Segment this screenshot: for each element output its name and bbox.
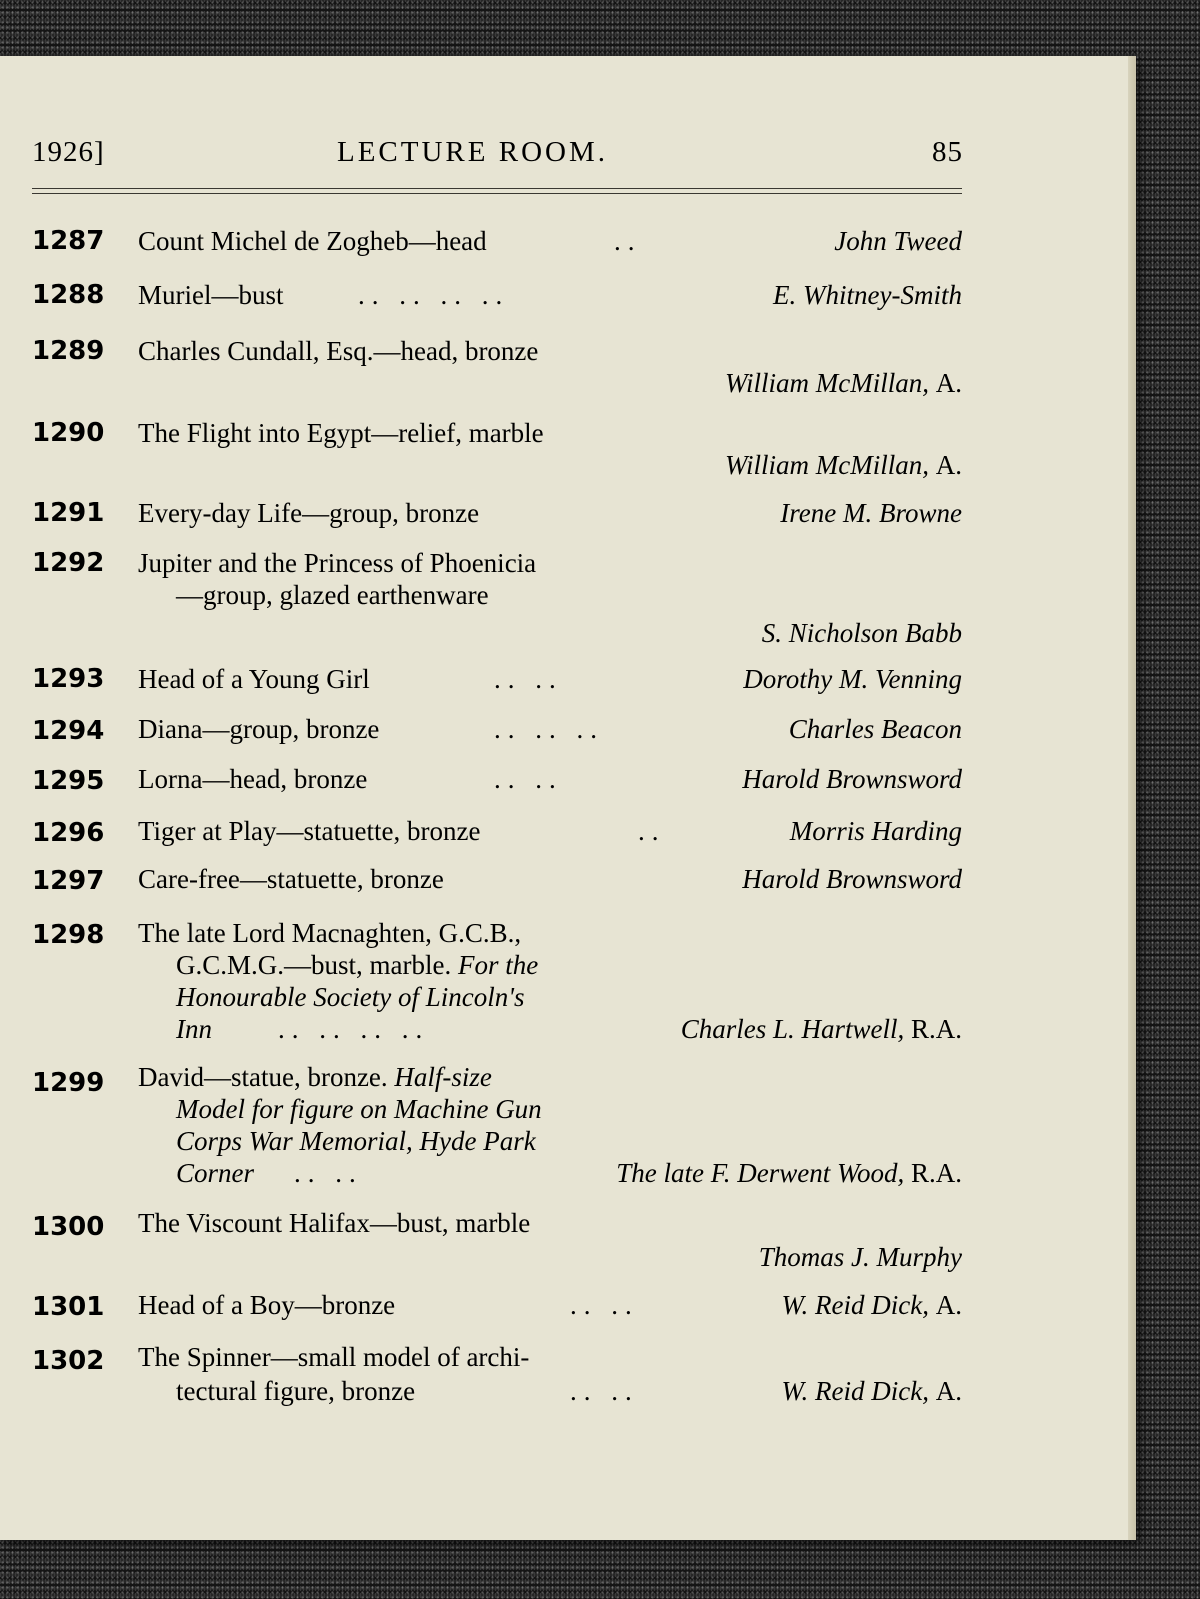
entry-number: 1298 bbox=[32, 920, 105, 950]
page-edge bbox=[1128, 56, 1136, 1540]
leader-dots: .. .. bbox=[570, 1290, 639, 1320]
artist-name: Irene M. Browne bbox=[780, 498, 962, 528]
artist-suffix: R.A. bbox=[910, 1158, 962, 1188]
artist-name: Charles Beacon bbox=[788, 714, 962, 744]
entry-line bbox=[138, 1206, 962, 1240]
entry-line bbox=[176, 1374, 962, 1408]
entry-line bbox=[138, 334, 962, 368]
entry-title: Count Michel de Zogheb—head bbox=[138, 226, 487, 256]
entry-title: The Flight into Egypt—relief, marble bbox=[138, 418, 544, 448]
entry-title: Diana—group, bronze bbox=[138, 714, 380, 744]
entry-number: 1294 bbox=[32, 716, 105, 746]
entry-note: Half-size bbox=[394, 1062, 492, 1092]
entry-line bbox=[138, 496, 962, 530]
leader-dots: .. .. bbox=[294, 1158, 363, 1188]
entry-line bbox=[138, 1060, 962, 1094]
entry-line bbox=[138, 546, 962, 580]
artist-suffix: A. bbox=[935, 450, 962, 480]
leader-dots: .. .. bbox=[570, 1376, 639, 1406]
entry-line bbox=[176, 1156, 962, 1190]
entry-note: Honourable Society of Lincoln's bbox=[176, 982, 525, 1012]
entry-title-text: David—statue, bronze. bbox=[138, 1062, 388, 1092]
artist-suffix: A. bbox=[935, 1376, 962, 1406]
entry-title bbox=[138, 1060, 492, 1094]
leader-dots: .. .. bbox=[494, 764, 563, 794]
entry-line bbox=[138, 224, 962, 258]
entry-title: The late Lord Macnaghten, G.C.B., bbox=[138, 918, 522, 948]
entry-note: Corps War Memorial, Hyde Park bbox=[176, 1126, 536, 1156]
header-year: 1926] bbox=[32, 136, 105, 168]
entry-line bbox=[176, 1092, 962, 1126]
entry-number: 1289 bbox=[32, 336, 105, 366]
leader-dots: .. .. .. .. bbox=[278, 1014, 430, 1044]
entry-line bbox=[176, 578, 962, 612]
artist-name: E. Whitney-Smith bbox=[773, 280, 962, 310]
leader-dots: .. bbox=[638, 816, 666, 846]
header-rule-double bbox=[32, 193, 962, 194]
entry-line bbox=[138, 1240, 962, 1274]
entry-number: 1296 bbox=[32, 818, 105, 848]
entry-note: Corner bbox=[176, 1158, 255, 1188]
entry-line bbox=[138, 916, 962, 950]
entry-number: 1297 bbox=[32, 866, 105, 896]
entry-title-continued: —group, glazed earthenware bbox=[176, 580, 489, 610]
artist-name-text: W. Reid Dick, bbox=[781, 1290, 929, 1320]
header-title: LECTURE ROOM. bbox=[337, 136, 608, 168]
artist-name: Morris Harding bbox=[789, 816, 962, 846]
entry-line bbox=[138, 448, 962, 482]
entry-line bbox=[138, 1288, 962, 1322]
entry-line bbox=[138, 616, 962, 650]
artist-name-text: W. Reid Dick, bbox=[781, 1376, 929, 1406]
entry-title: Tiger at Play—statuette, bronze bbox=[138, 816, 481, 846]
entry-title: The Spinner—small model of archi- bbox=[138, 1342, 530, 1372]
entry-title: Muriel—bust bbox=[138, 280, 284, 310]
artist-name bbox=[725, 366, 962, 400]
entry-line bbox=[138, 416, 962, 450]
artist-name bbox=[616, 1156, 962, 1190]
entry-title-text: G.C.M.G.—bust, marble. bbox=[176, 950, 452, 980]
entry-number: 1302 bbox=[32, 1346, 105, 1376]
artist-name-text: Charles L. Hartwell, bbox=[680, 1014, 905, 1044]
artist-suffix: R.A. bbox=[910, 1014, 962, 1044]
leader-dots: .. .. bbox=[494, 664, 563, 694]
artist-name bbox=[725, 448, 962, 482]
artist-name bbox=[782, 1374, 962, 1408]
entry-line bbox=[138, 762, 962, 796]
entry-title: Jupiter and the Princess of Phoenicia bbox=[138, 548, 537, 578]
entry-title: Head of a Young Girl bbox=[138, 664, 370, 694]
entry-line bbox=[176, 1124, 962, 1158]
entry-number: 1299 bbox=[32, 1068, 105, 1098]
artist-name-text: William McMillan, bbox=[725, 450, 929, 480]
artist-name: Dorothy M. Venning bbox=[743, 664, 962, 694]
leader-dots: .. bbox=[614, 226, 642, 256]
entry-title-continued: tectural figure, bronze bbox=[176, 1376, 416, 1406]
entry-number: 1288 bbox=[32, 280, 105, 310]
page-number: 85 bbox=[932, 136, 963, 168]
entry-title: Head of a Boy—bronze bbox=[138, 1290, 396, 1320]
leader-dots: .. .. .. bbox=[494, 714, 604, 744]
entry-note: Model for figure on Machine Gun bbox=[176, 1094, 542, 1124]
artist-name-text: William McMillan, bbox=[725, 368, 929, 398]
leader-dots: .. .. .. .. bbox=[358, 280, 510, 310]
entry-line bbox=[138, 814, 962, 848]
entry-number: 1292 bbox=[32, 548, 105, 578]
entry-number: 1300 bbox=[32, 1212, 105, 1242]
artist-name: S. Nicholson Babb bbox=[761, 618, 962, 648]
entry-line bbox=[138, 278, 962, 312]
entry-line bbox=[138, 712, 962, 746]
entry-line bbox=[138, 862, 962, 896]
entry-title: Charles Cundall, Esq.—head, bronze bbox=[138, 336, 539, 366]
entry-title: Lorna—head, bronze bbox=[138, 764, 368, 794]
entry-number: 1295 bbox=[32, 766, 105, 796]
artist-name: Harold Brownsword bbox=[742, 864, 962, 894]
artist-name bbox=[782, 1288, 962, 1322]
entry-line bbox=[176, 980, 962, 1014]
artist-name bbox=[681, 1012, 962, 1046]
entry-title: The Viscount Halifax—bust, marble bbox=[138, 1208, 531, 1238]
artist-suffix: A. bbox=[935, 1290, 962, 1320]
entry-title: Care-free—statuette, bronze bbox=[138, 864, 444, 894]
entry-line bbox=[138, 1340, 962, 1374]
entry-number: 1301 bbox=[32, 1292, 105, 1322]
entry-line bbox=[176, 948, 962, 982]
artist-name-text: The late F. Derwent Wood, bbox=[616, 1158, 905, 1188]
entry-title-continued bbox=[176, 948, 538, 982]
entry-number: 1293 bbox=[32, 664, 105, 694]
entry-note: For the bbox=[457, 950, 539, 980]
artist-name: Harold Brownsword bbox=[742, 764, 962, 794]
entry-note: Inn bbox=[176, 1014, 212, 1044]
entry-line bbox=[138, 662, 962, 696]
entry-title: Every-day Life—group, bronze bbox=[138, 498, 480, 528]
artist-name: John Tweed bbox=[834, 226, 962, 256]
entry-number: 1290 bbox=[32, 418, 105, 448]
entry-number: 1287 bbox=[32, 226, 105, 256]
header-rule bbox=[32, 188, 962, 189]
artist-suffix: A. bbox=[935, 368, 962, 398]
entry-line bbox=[138, 366, 962, 400]
entry-number: 1291 bbox=[32, 498, 105, 528]
artist-name: Thomas J. Murphy bbox=[758, 1242, 962, 1272]
entry-line bbox=[176, 1012, 962, 1046]
